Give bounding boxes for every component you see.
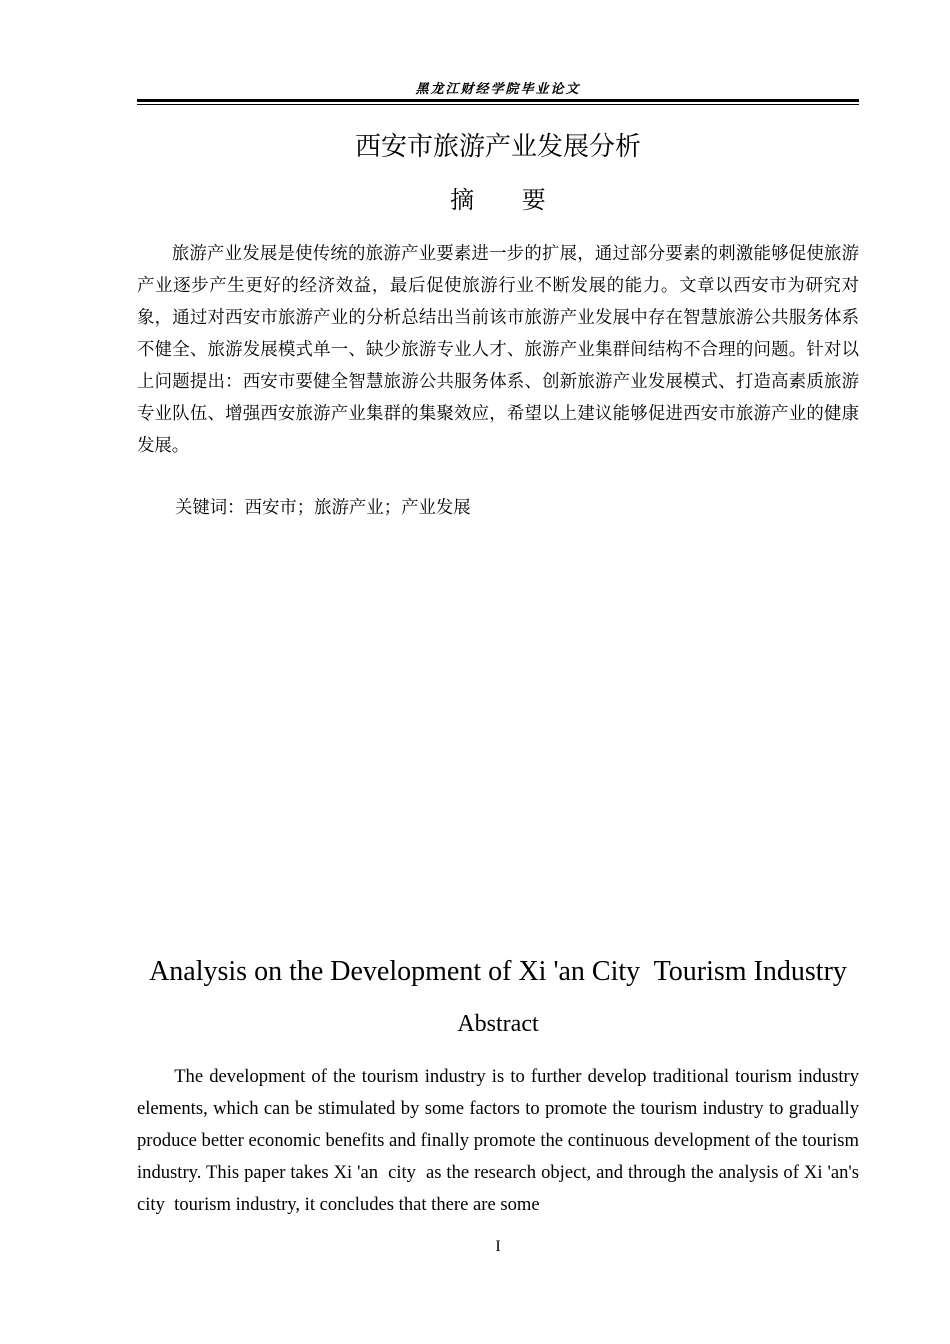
chinese-title: 西安市旅游产业发展分析 — [354, 132, 641, 162]
keywords-value: 西安市；旅游产业；产业发展 — [244, 498, 471, 518]
english-abstract-heading: Abstract — [457, 1011, 539, 1037]
english-title: Analysis on the Development of Xi 'an City Tourism Industry — [149, 956, 847, 987]
chinese-abstract-heading: 摘 要 — [450, 186, 546, 214]
header-rule-thin — [137, 104, 859, 105]
header-rule-thick — [137, 99, 859, 102]
keywords-line — [175, 493, 859, 523]
english-abstract-body: The development of the tourism industry is to further develop traditional tourism industry elements, which can be stimulated by some factors to promote the tourism industry to gradually produce better economic benefits and finally promote the continuous development of the tourism industry. This paper takes Xi 'an city as the research object, and through the analysis of Xi 'an's city tourism industry, it concludes that there are some — [137, 1066, 869, 1215]
running-header: 黑龙江财经学院毕业论文 — [415, 82, 581, 97]
chinese-abstract-body: 旅游产业发展是使传统的旅游产业要素进一步的扩展，通过部分要素的刺激能够促使旅游产业逐步产生更好的经济效益，最后促使旅游行业不断发展的能力。文章以西安市为研究对象，通过对西安市旅游产业的分析总结出当前该市旅游产业发展中存在智慧旅游公共服务体系不健全、旅游发展模式单一、缺少旅游专业人才、旅游产业集群间结构不合理的问题。针对以上问题提出：西安市要健全智慧旅游公共服务体系、创新旅游产业发展模式、打造高素质旅游专业队伍、增强西安旅游产业集群的集聚效应，希望以上建议能够促进西安市旅游产业的健康发展。 — [137, 244, 859, 456]
page-number: I — [495, 1238, 501, 1255]
keywords-label: 关键词： — [175, 498, 245, 518]
